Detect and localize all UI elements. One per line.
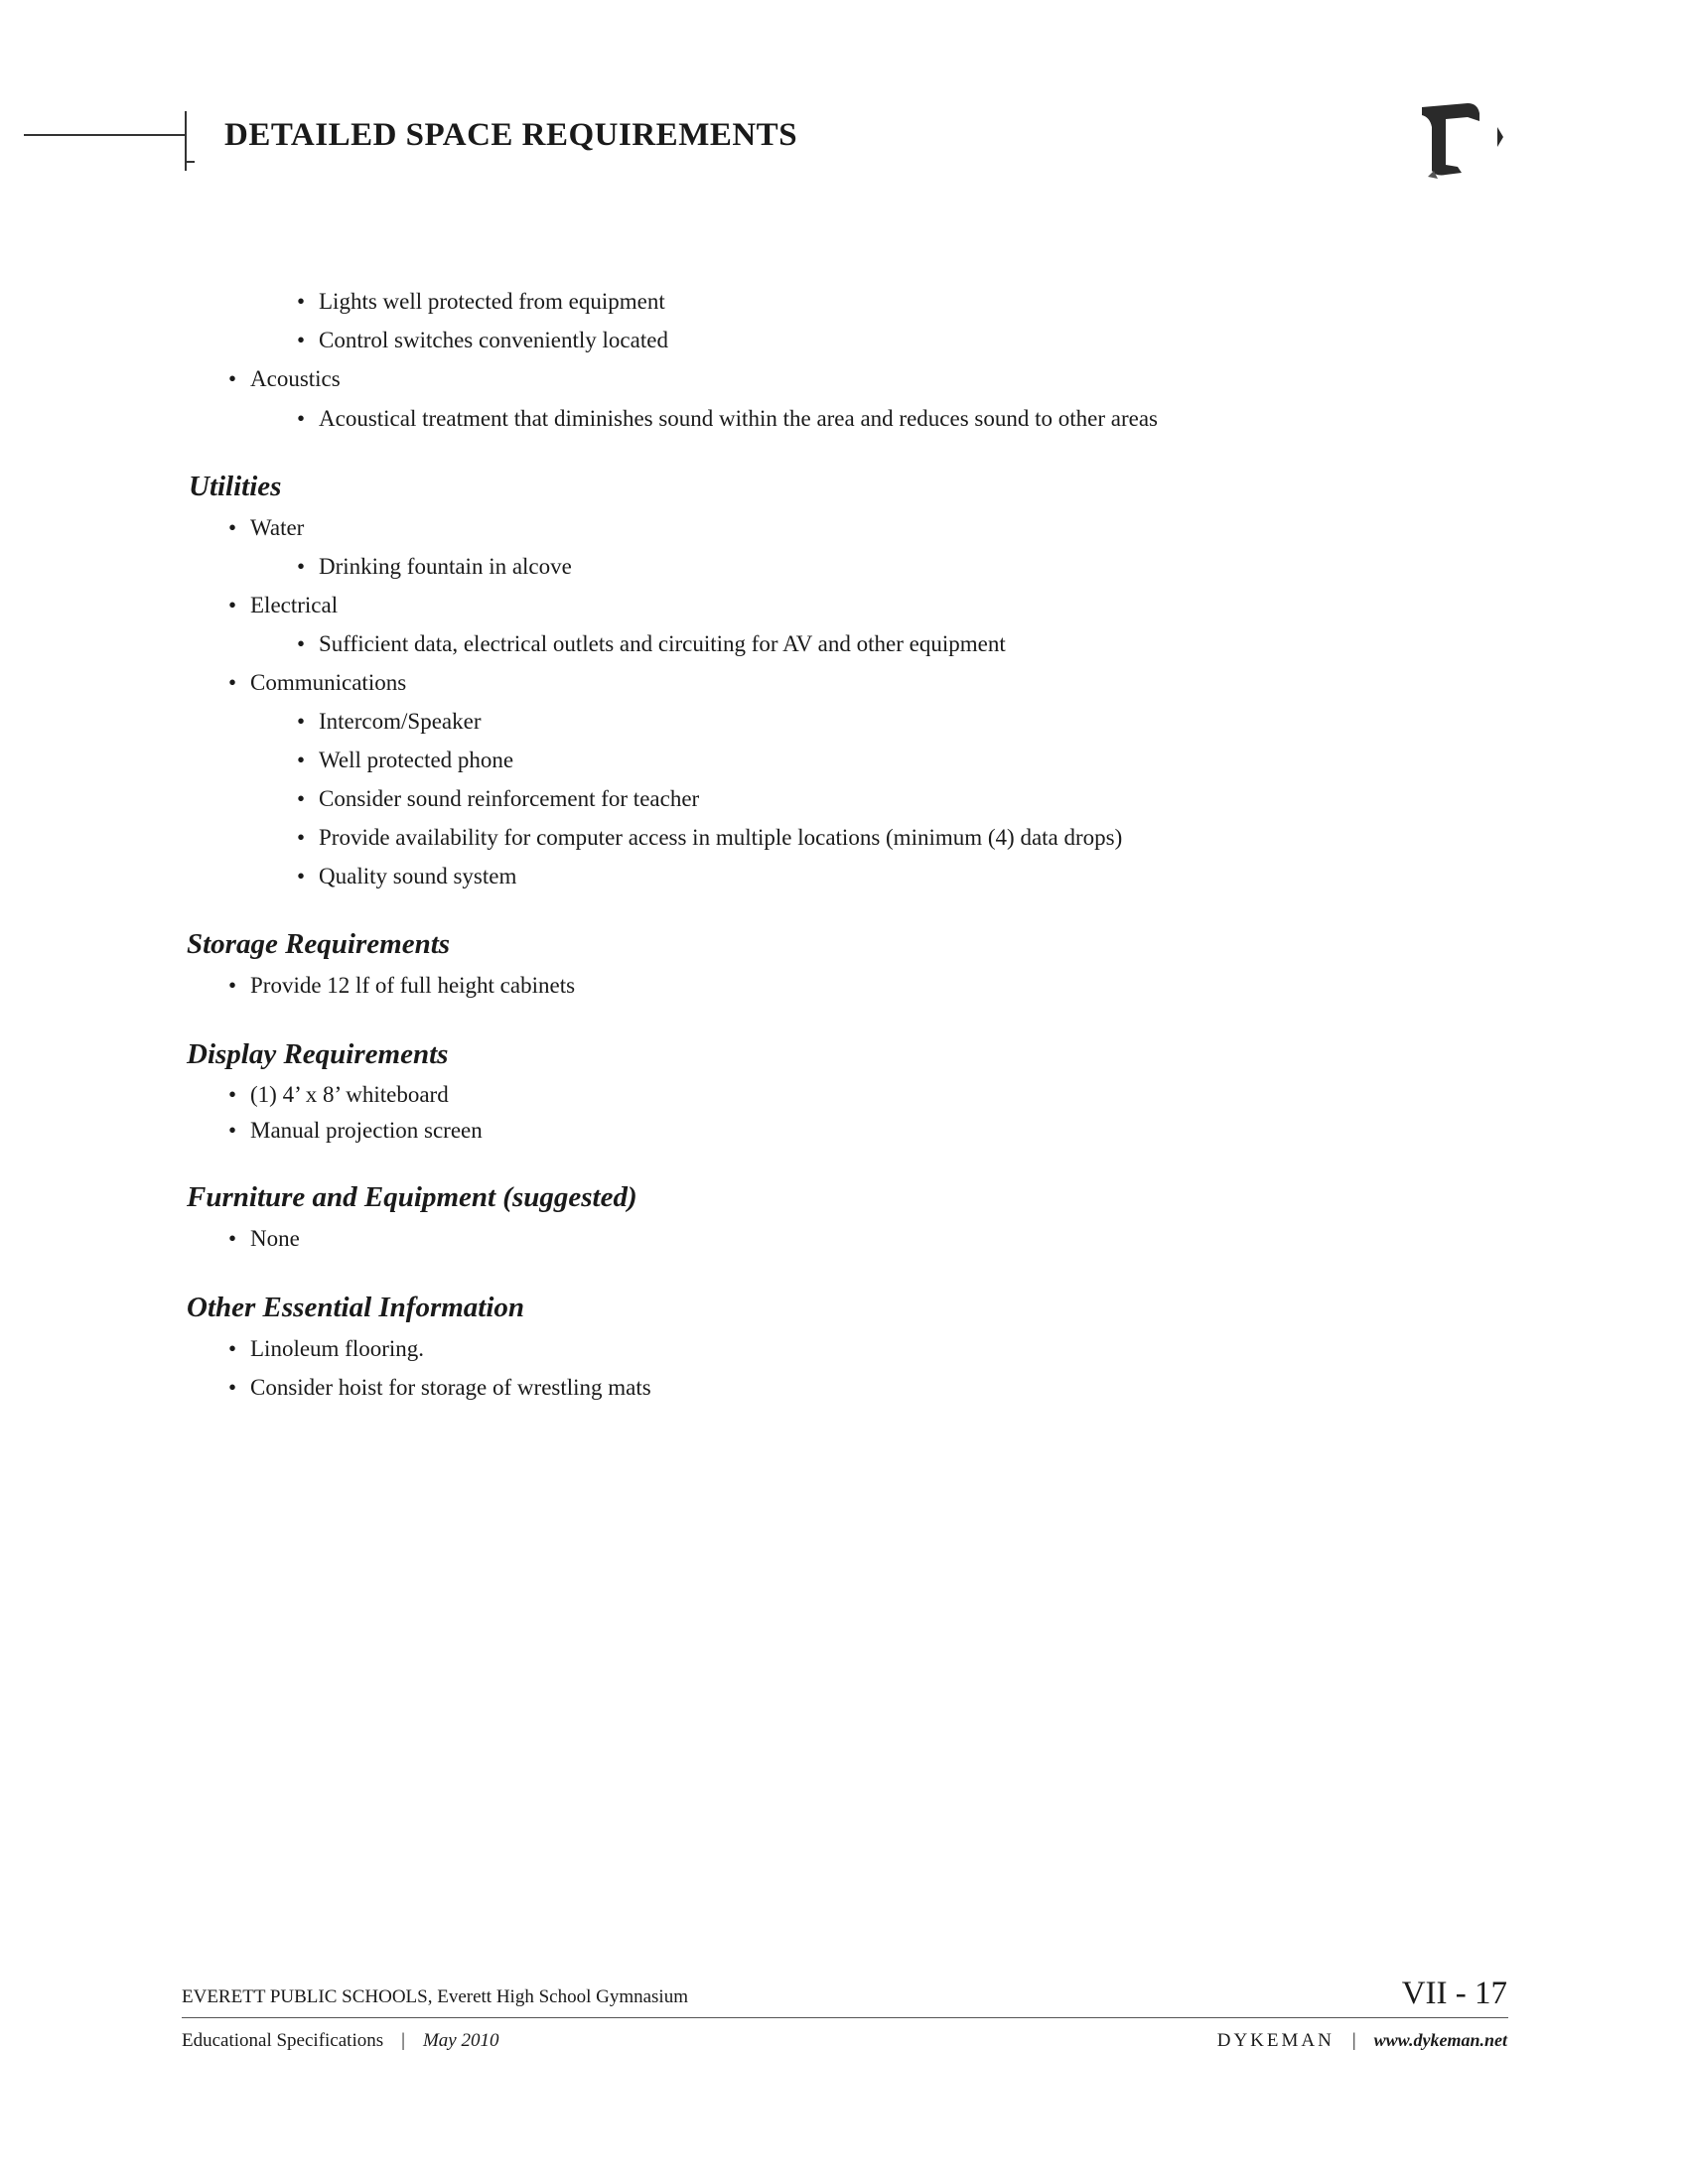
footer-document-info <box>182 2030 498 2052</box>
section-heading-furniture: Furniture and Equipment (suggested) <box>187 1181 637 1213</box>
list-item: • Intercom/Speaker <box>297 709 482 734</box>
page-title: DETAILED SPACE REQUIREMENTS <box>224 117 798 153</box>
list-item: • Quality sound system <box>297 864 517 888</box>
list-item: • Consider hoist for storage of wrestling mats <box>228 1375 651 1400</box>
footer-organization: EVERETT PUBLIC SCHOOLS, Everett High School Gymnasium <box>182 1986 688 2007</box>
list-item: • Water <box>228 515 305 540</box>
section-heading-utilities: Utilities <box>189 471 282 502</box>
list-item: • Manual projection screen <box>228 1118 483 1143</box>
footer-doc-title: Educational Specifications <box>182 2030 384 2051</box>
footer-separator: | <box>401 2030 405 2051</box>
section-heading-other: Other Essential Information <box>187 1292 525 1323</box>
list-item: • Communications <box>228 670 407 695</box>
list-item: • Sufficient data, electrical outlets and circuiting for AV and other equipment <box>297 631 1006 656</box>
dykeman-logo-icon <box>1418 97 1507 189</box>
section-heading-storage: Storage Requirements <box>187 928 451 960</box>
footer-url: www.dykeman.net <box>1373 2030 1507 2050</box>
list-item: • Lights well protected from equipment <box>297 289 665 314</box>
list-item: • Provide 12 lf of full height cabinets <box>228 973 576 998</box>
list-item: • Provide availability for computer access in multiple locations (minimum (4) data drops) <box>297 825 1123 850</box>
section-heading-display: Display Requirements <box>187 1038 449 1070</box>
list-item: • (1) 4’ x 8’ whiteboard <box>228 1082 449 1107</box>
list-item: • Control switches conveniently located <box>297 328 668 352</box>
footer-firm-name: DYKEMAN <box>1216 2030 1335 2051</box>
header-rule <box>24 134 185 136</box>
list-item: • Acoustical treatment that diminishes sound within the area and reduces sound to other areas <box>297 406 1159 431</box>
footer-date: May 2010 <box>422 2030 499 2051</box>
list-item: • Linoleum flooring. <box>228 1336 425 1361</box>
list-item: • Drinking fountain in alcove <box>297 554 572 579</box>
list-item: • Consider sound reinforcement for teacher <box>297 786 700 811</box>
list-item: • Acoustics <box>228 366 341 391</box>
page-number: VII - 17 <box>1401 1976 1507 2011</box>
list-item: • None <box>228 1226 300 1251</box>
footer-firm-info <box>1217 2030 1507 2052</box>
list-item: • Electrical <box>228 593 339 617</box>
header-tick-foot <box>185 161 195 163</box>
list-item: • Well protected phone <box>297 748 514 772</box>
footer-rule <box>182 2017 1508 2018</box>
footer-separator: | <box>1351 2030 1356 2051</box>
